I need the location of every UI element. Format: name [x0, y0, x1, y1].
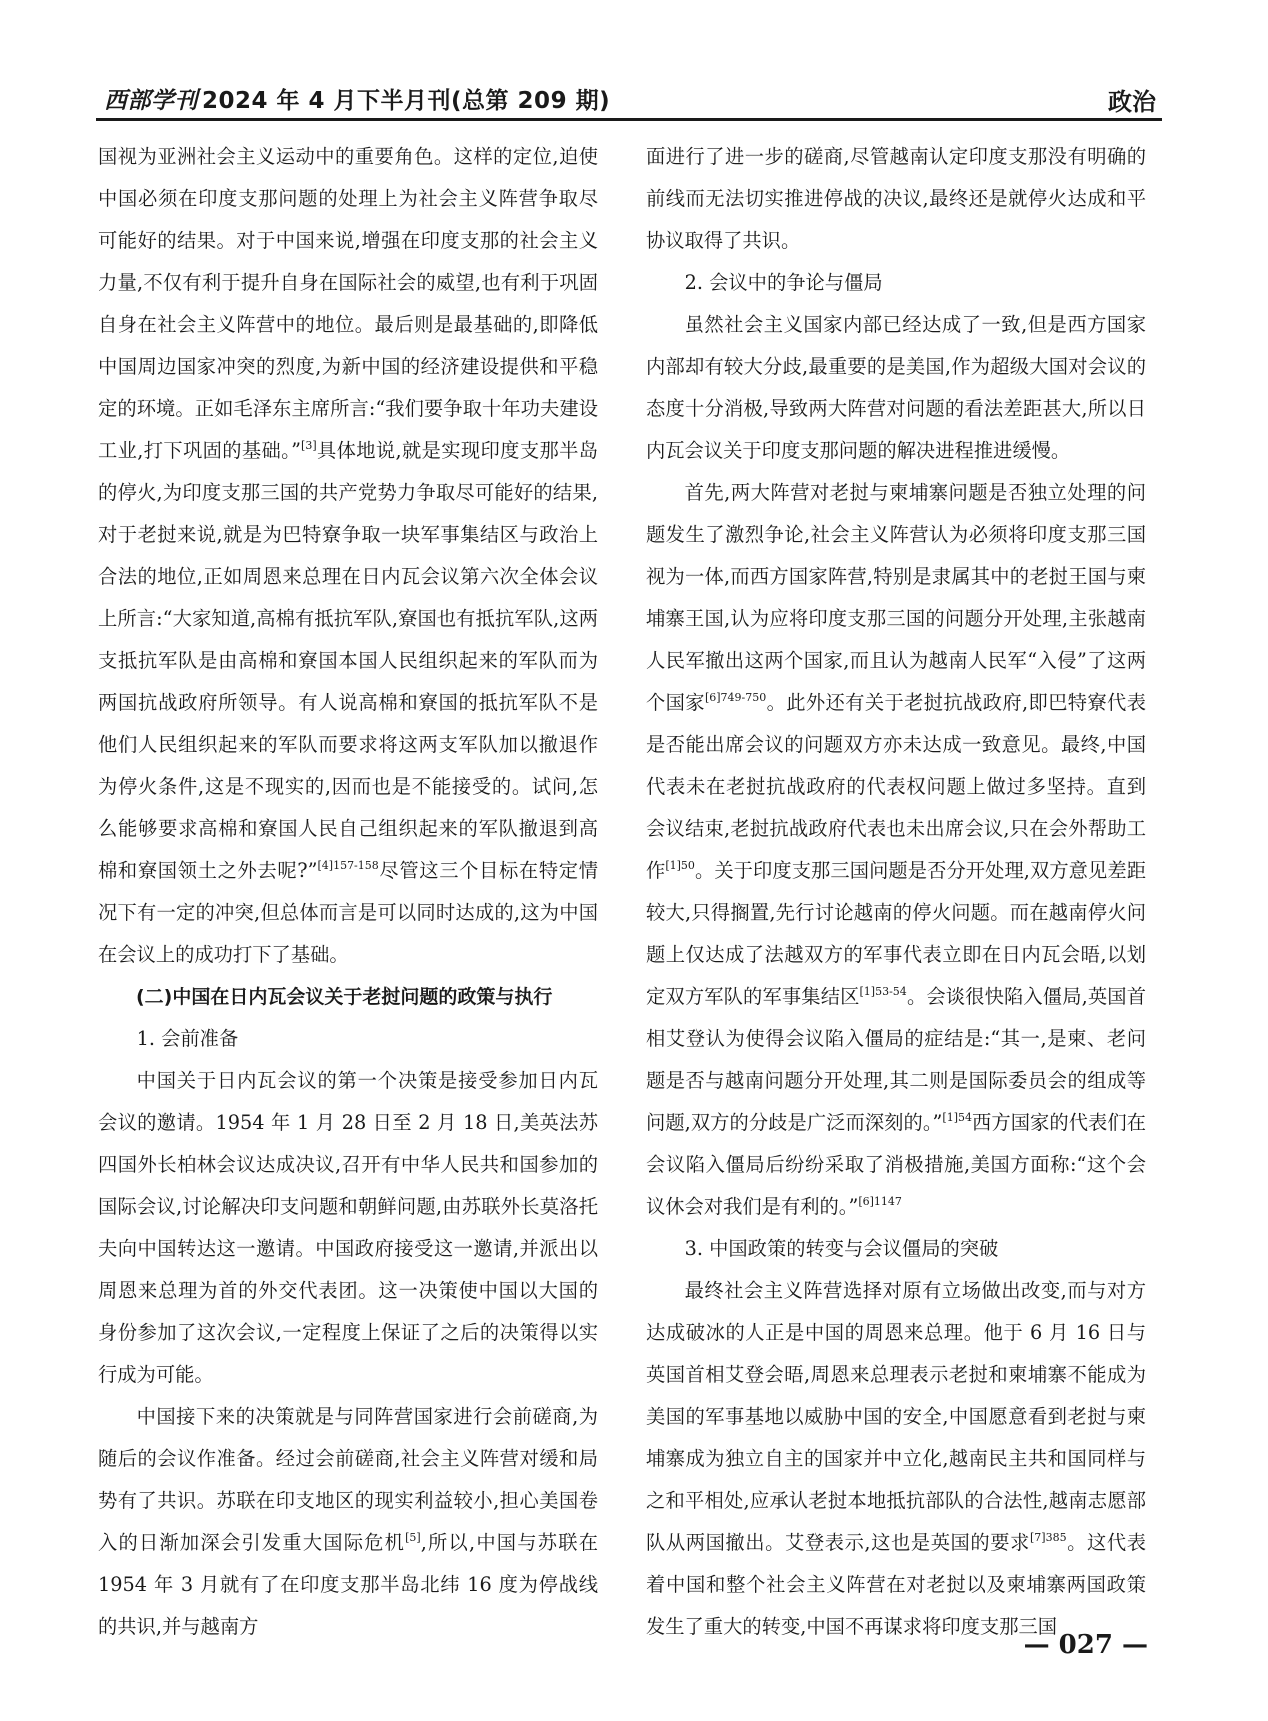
- paragraph-text: 最终社会主义阵营选择对原有立场做出改变,而与对方达成破冰的人正是中国的周恩来总理。他于 6 月 16 日与英国首相艾登会晤,周恩来总理表示老挝和柬埔寨不能成为美国的军事基地以威胁中国的安全,中国愿意看到老挝与柬埔寨成为独立自主的国家并中立化,越南民主共和国同样与之和平相处,应承认老挝本地抵抗部队的合法性,越南志愿部队从两国撤出。艾登表示,这也是英国的要求: [646, 1279, 1146, 1554]
- paragraph: [98, 1018, 598, 1060]
- journal-title: [104, 82, 610, 115]
- paragraph-text: 。会谈很快陷入僵局,英国首相艾登认为使得会议陷入僵局的症结是:“其一,是柬、老问题是否与越南问题分开处理,其二则是国际委员会的组成等问题,双方的分歧是广泛而深刻的。”: [646, 985, 1146, 1134]
- journal-logo: 西部学刊: [104, 88, 198, 114]
- paragraph-text: 虽然社会主义国家内部已经达成了一致,但是西方国家内部却有较大分歧,最重要的是美国,作为超级大国对会议的态度十分消极,导致两大阵营对问题的看法差距甚大,所以日内瓦会议关于印度支那问题的解决进程推进缓慢。: [646, 313, 1146, 462]
- paragraph-text: 3. 中国政策的转变与会议僵局的突破: [684, 1237, 999, 1260]
- paragraph-text: 尽管这三个目标在特定情况下有一定的冲突,但总体而言是可以同时达成的,这为中国在会议上的成功打下了基础。: [98, 859, 598, 966]
- citation-ref: [3]: [301, 439, 317, 452]
- paragraph-text: 中国接下来的决策就是与同阵营国家进行会前磋商,为随后的会议作准备。经过会前磋商,社会主义阵营对缓和局势有了共识。苏联在印支地区的现实利益较小,担心美国卷入的日渐加深会引发重大国际危机: [98, 1405, 598, 1554]
- paragraph: [646, 1270, 1146, 1648]
- left-column: [98, 136, 598, 1648]
- journal-issue: 2024 年 4 月下半月刊(总第 209 期): [202, 88, 611, 114]
- paragraph-text: 。此外还有关于老挝抗战政府,即巴特寮代表是否能出席会议的问题双方亦未达成一致意见。最终,中国代表未在老挝抗战政府的代表权问题上做过多坚持。直到会议结束,老挝抗战政府代表也未出席会议,只在会外帮助工作: [646, 691, 1146, 882]
- paragraph-text: 2. 会议中的争论与僵局: [684, 271, 883, 294]
- page-number: — 027 —: [1023, 1630, 1148, 1660]
- paragraph-text: 西方国家的代表们在会议陷入僵局后纷纷采取了消极措施,美国方面称:“这个会议休会对我们是有利的。”: [646, 1111, 1147, 1218]
- paragraph-text: 国视为亚洲社会主义运动中的重要角色。这样的定位,迫使中国必须在印度支那问题的处理上为社会主义阵营争取尽可能好的结果。对于中国来说,增强在印度支那的社会主义力量,不仅有利于提升自身在国际社会的威望,也有利于巩固自身在社会主义阵营中的地位。最后则是最基础的,即降低中国周边国家冲突的烈度,为新中国的经济建设提供和平稳定的环境。正如毛泽东主席所言:“我们要争取十年功夫建设工业,打下巩固的基础。”: [98, 145, 598, 462]
- citation-ref: [6]749-750: [704, 691, 767, 704]
- paragraph: [98, 136, 598, 976]
- citation-ref: [1]53-54: [859, 985, 907, 998]
- paragraph: [98, 1396, 598, 1648]
- citation-ref: [1]50: [665, 859, 695, 872]
- paragraph: [98, 1060, 598, 1396]
- citation-ref: [6]1147: [858, 1195, 902, 1208]
- paragraph-text: 具体地说,就是实现印度支那半岛的停火,为印度支那三国的共产党势力争取尽可能好的结果,对于老挝来说,就是为巴特寮争取一块军事集结区与政治上合法的地位,正如周恩来总理在日内瓦会议第六次全体会议上所言:“大家知道,高棉有抵抗军队,寮国也有抵抗军队,这两支抵抗军队是由高棉和寮国本国人民组织起来的军队而为两国抗战政府所领导。有人说高棉和寮国的抵抗军队不是他们人民组织起来的军队而要求将这两支军队加以撤退作为停火条件,这是不现实的,因而也是不能接受的。试问,怎么能够要求高棉和寮国人民自己组织起来的军队撤退到高棉和寮国领土之外去呢?”: [98, 439, 598, 882]
- citation-ref: [1]54: [942, 1111, 972, 1124]
- section-heading: (二)中国在日内瓦会议关于老挝问题的政策与执行: [136, 986, 553, 1008]
- paragraph-text: 面进行了进一步的磋商,尽管越南认定印度支那没有明确的前线而无法切实推进停战的决议,最终还是就停火达成和平协议取得了共识。: [646, 145, 1146, 252]
- paragraph-text: ,所以,中国与苏联在 1954 年 3 月就有了在印度支那半岛北纬 16 度为停战线的共识,并与越南方: [98, 1531, 598, 1638]
- citation-ref: [5]: [405, 1531, 421, 1544]
- paragraph: [646, 1228, 1146, 1270]
- paragraph-text: 。这代表着中国和整个社会主义阵营在对老挝以及柬埔寨两国政策发生了重大的转变,中国不再谋求将印度支那三国: [646, 1531, 1146, 1638]
- paragraph-text: 首先,两大阵营对老挝与柬埔寨问题是否独立处理的问题发生了激烈争论,社会主义阵营认为必须将印度支那三国视为一体,而西方国家阵营,特别是隶属其中的老挝王国与柬埔寨王国,认为应将印度支那三国的问题分开处理,主张越南人民军撤出这两个国家,而且认为越南人民军“入侵”了这两个国家: [646, 481, 1146, 714]
- citation-ref: [4]157-158: [317, 859, 379, 872]
- running-header: [96, 78, 1162, 121]
- citation-ref: [7]385: [1029, 1531, 1067, 1544]
- paragraph-text: 1. 会前准备: [136, 1027, 239, 1050]
- right-column: [646, 136, 1146, 1648]
- paragraph: [646, 262, 1146, 304]
- paragraph: [646, 136, 1146, 262]
- paragraph-text: 。关于印度支那三国问题是否分开处理,双方意见差距较大,只得搁置,先行讨论越南的停火问题。而在越南停火问题上仅达成了法越双方的军事代表立即在日内瓦会晤,以划定双方军队的军事集结区: [646, 859, 1146, 1008]
- paragraph: [646, 304, 1146, 472]
- section-label: 政治: [1108, 88, 1156, 116]
- paragraph: [646, 472, 1146, 1228]
- paragraph-text: 中国关于日内瓦会议的第一个决策是接受参加日内瓦会议的邀请。1954 年 1 月 28 日至 2 月 18 日,美英法苏四国外长柏林会议达成决议,召开有中华人民共和国参加的国际会议,讨论解决印支问题和朝鲜问题,由苏联外长莫洛托夫向中国转达这一邀请。中国政府接受这一邀请,并派出以周恩来总理为首的外交代表团。这一决策使中国以大国的身份参加了这次会议,一定程度上保证了之后的决策得以实行成为可能。: [98, 1069, 598, 1386]
